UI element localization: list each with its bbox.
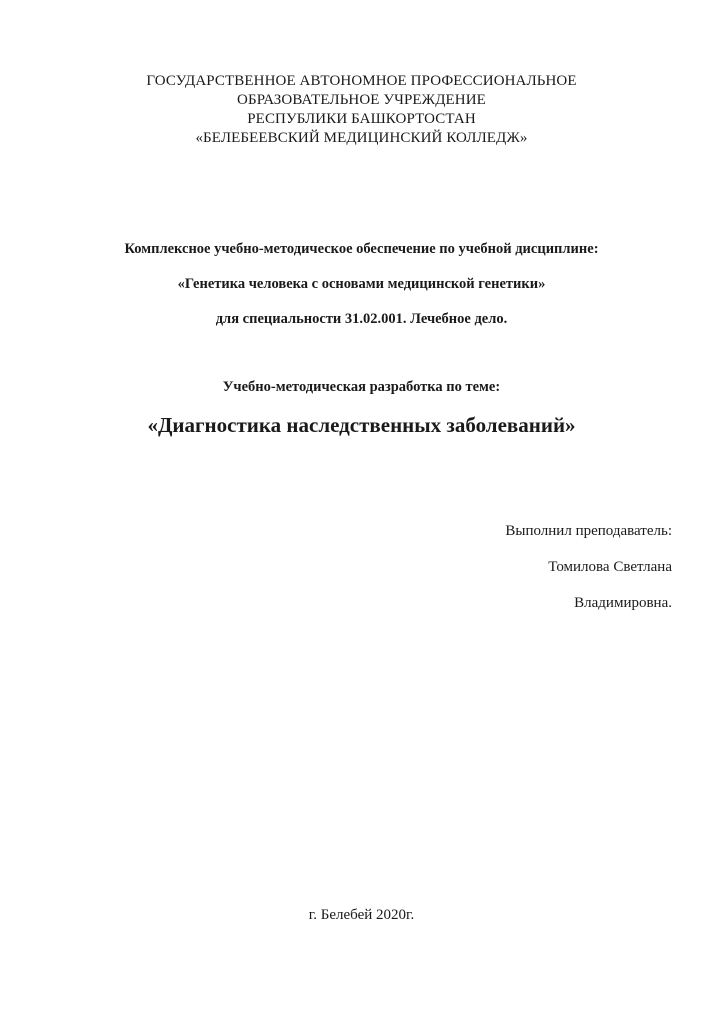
institution-line: «БЕЛЕБЕЕВСКИЙ МЕДИЦИНСКИЙ КОЛЛЕДЖ»: [195, 130, 528, 146]
institution-header: [0, 72, 723, 148]
topic-title: «Диагностика наследственных заболеваний»: [147, 413, 576, 437]
institution-line: РЕСПУБЛИКИ БАШКОРТОСТАН: [247, 111, 476, 127]
author-name-line2: Владимировна.: [574, 595, 672, 611]
institution-line: ОБРАЗОВАТЕЛЬНОЕ УЧРЕЖДЕНИЕ: [237, 92, 486, 108]
author-role: Выполнил преподаватель:: [505, 523, 672, 539]
specialty-line: для специальности 31.02.001. Лечебное дело.: [215, 311, 508, 327]
author-name-line1: Томилова Светлана: [548, 559, 672, 575]
institution-line: ГОСУДАРСТВЕННОЕ АВТОНОМНОЕ ПРОФЕССИОНАЛЬНОЕ: [146, 73, 577, 89]
discipline-title: «Генетика человека с основами медицинской генетики»: [177, 276, 546, 292]
course-heading: Комплексное учебно-методическое обеспечение по учебной дисциплине:: [124, 241, 599, 257]
topic-heading: Учебно-методическая разработка по теме:: [222, 379, 501, 395]
footer-place-year: г. Белебей 2020г.: [308, 907, 415, 923]
